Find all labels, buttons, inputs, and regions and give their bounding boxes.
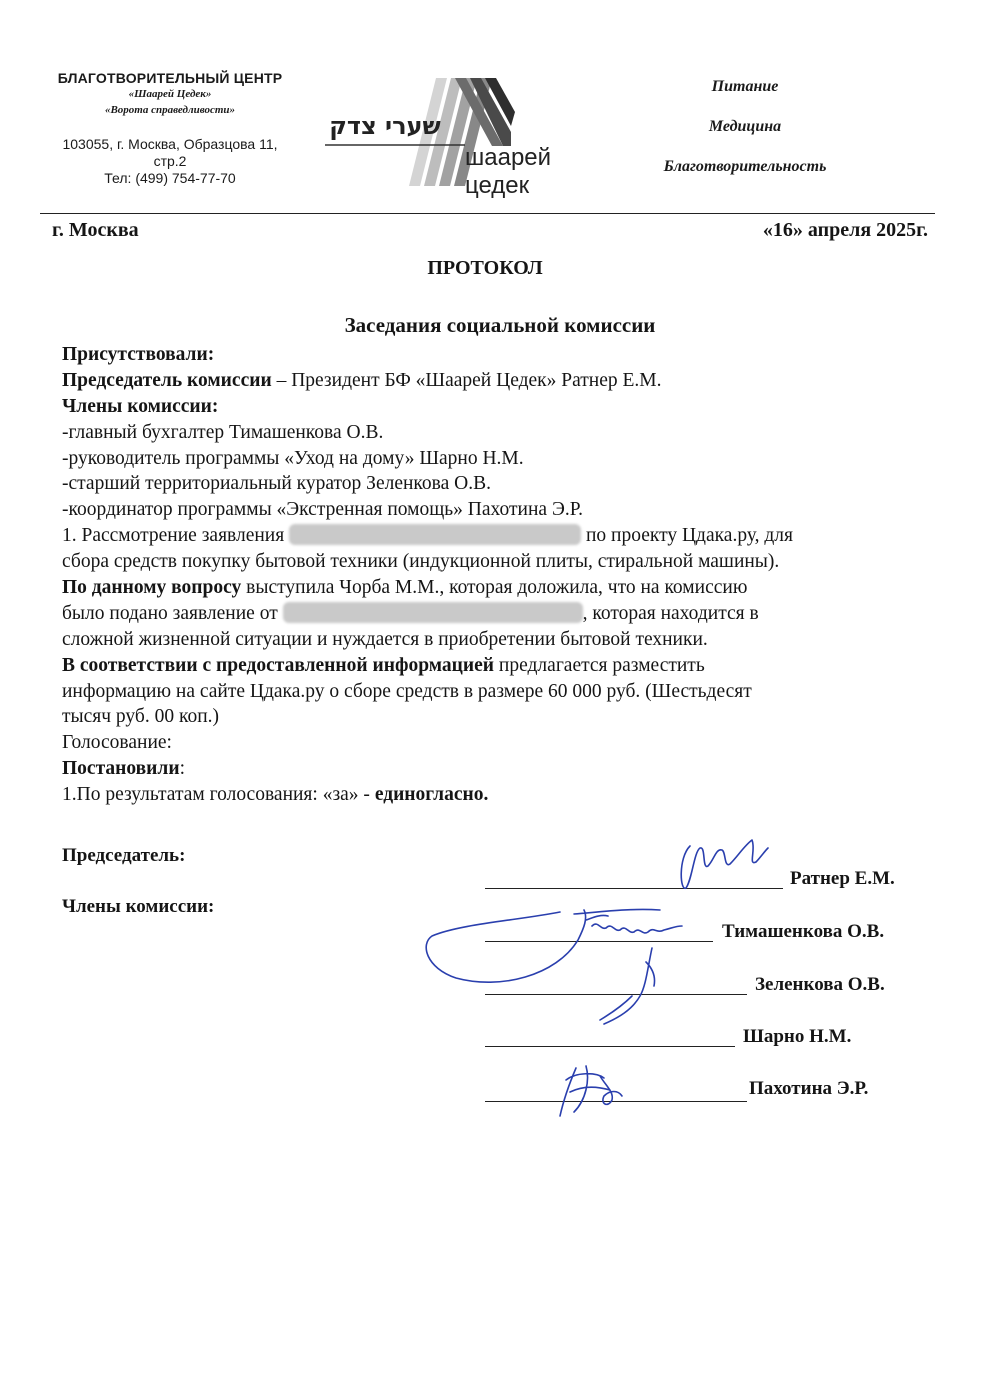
organization-address: 103055, г. Москва, Образцова 11, [62, 136, 278, 152]
signature-line [485, 888, 783, 889]
organization-subtitle: «Шаарей Цедек» [128, 88, 212, 100]
logo-hebrew-text: שערי צדק [329, 112, 441, 140]
slogan-nutrition: Питание [711, 78, 779, 95]
info-line1 [62, 653, 922, 679]
question-line2-end: , которая находится в [582, 602, 759, 624]
decided-line [62, 756, 922, 782]
signature-line [485, 941, 713, 942]
signature-pakhotina [560, 1066, 622, 1116]
redacted-applicant-name [283, 602, 583, 623]
member-line: -координатор программы «Экстренная помощь» Пахотина Э.Р. [62, 499, 583, 521]
organization-block [40, 70, 300, 187]
question-label: По данному вопросу [62, 577, 242, 599]
signatory-name-ratner: Ратнер Е.М. [790, 868, 895, 889]
question-line2-start: было подано заявление от [62, 602, 283, 624]
decided-colon: : [179, 758, 186, 780]
question-line2 [62, 601, 922, 627]
chair-label: Председатель комиссии [62, 369, 272, 391]
organization-logo [325, 76, 615, 199]
organization-motto: «Ворота справедливости» [104, 104, 236, 116]
document-date: «16» апреля 2025г. [762, 219, 928, 241]
chair-signature-label: Председатель: [62, 845, 186, 866]
header-divider [40, 213, 935, 214]
slogan-medicine: Медицина [708, 118, 782, 135]
item1-line1 [62, 523, 922, 549]
result-text: 1.По результатам голосования: «за» - [62, 784, 375, 806]
signatory-name-timashenkova: Тимашенкова О.В. [722, 921, 885, 942]
organization-address-building: стр.2 [153, 153, 187, 169]
member-line: -главный бухгалтер Тимашенкова О.В. [62, 421, 384, 443]
present-heading [62, 342, 922, 368]
question-line3: сложной жизненной ситуации и нуждается в приобретении бытовой техники. [62, 628, 708, 650]
signature-timashenkova [426, 909, 682, 982]
signature-line [485, 1046, 735, 1047]
result-unanimous: единогласно. [374, 784, 489, 806]
result-line [62, 782, 922, 808]
signature-zelenkova [600, 948, 655, 1024]
question-text: выступила Чорба М.М., которая доложила, что на комиссию [241, 577, 748, 599]
organization-phone: Тел: (499) 754-77-70 [104, 170, 236, 186]
info-line2: информацию на сайте Цдака.ру о сборе средств в размере 60 000 руб. (Шестьдесят [62, 680, 752, 702]
signatory-name-pakhotina: Пахотина Э.Р. [749, 1078, 869, 1099]
decided-label: Постановили [62, 758, 180, 780]
info-line3: тысяч руб. 00 коп.) [62, 706, 219, 728]
document-place: г. Москва [52, 219, 139, 241]
signature-line [485, 994, 747, 995]
signature-line [485, 1101, 747, 1102]
item1-start: 1. Рассмотрение заявления [62, 525, 290, 547]
item1-line2: сбора средств покупку бытовой техники (индукционной плиты, стиральной машины). [62, 551, 780, 573]
member-line: -старший территориальный куратор Зеленкова О.В. [62, 473, 491, 495]
info-text: предлагается разместить [494, 654, 705, 676]
present-label: Присутствовали: [62, 344, 215, 365]
members-heading [62, 394, 922, 420]
chair-text: – Президент БФ «Шаарей Цедек» Ратнер Е.М. [271, 369, 662, 391]
logo-russian-text: шаарей цедек [465, 144, 552, 199]
slogan-charity: Благотворительность [663, 158, 827, 175]
members-signature-label: Члены комиссии: [62, 896, 215, 917]
signatory-name-sharno: Шарно Н.М. [743, 1026, 852, 1047]
item1-end: по проекту Цдака.ру, для [581, 525, 793, 547]
member-line: -руководитель программы «Уход на дому» Шарно Н.М. [62, 447, 524, 469]
signature-ratner [681, 840, 768, 888]
signatory-name-zelenkova: Зеленкова О.В. [755, 974, 885, 995]
organization-name: БЛАГОТВОРИТЕЛЬНЫЙ ЦЕНТР [57, 70, 283, 86]
chair-line [62, 368, 922, 394]
redacted-applicant-name [289, 524, 581, 545]
document-subtitle: Заседания социальной комиссии [344, 313, 656, 337]
voting-line: Голосование: [62, 732, 172, 754]
protocol-body [62, 342, 922, 808]
members-label: Члены комиссии: [62, 395, 219, 417]
document-title: ПРОТОКОЛ [427, 257, 543, 279]
info-label: В соответствии с предоставленной информацией [62, 654, 495, 676]
question-line1 [62, 575, 922, 601]
slogans-block [640, 70, 850, 190]
